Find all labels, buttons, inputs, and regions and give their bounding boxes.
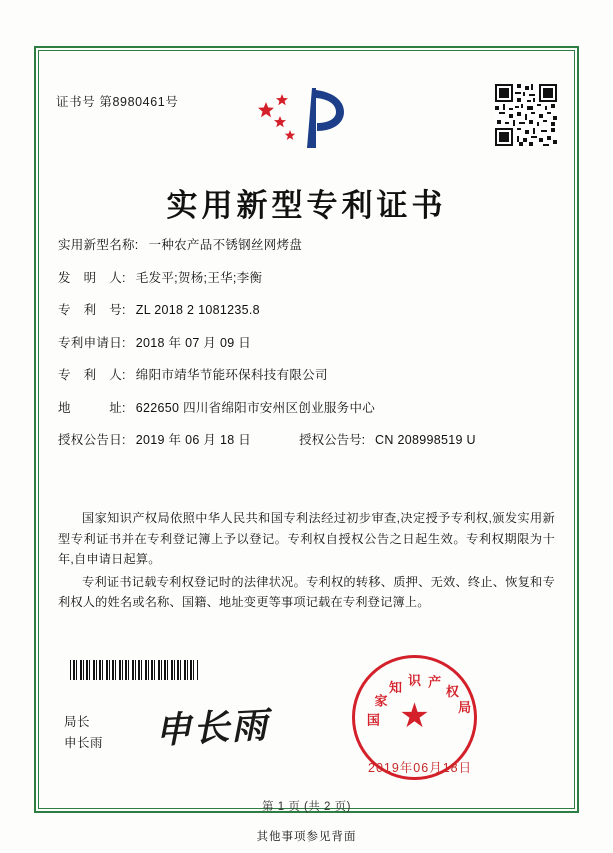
field-value: 2019 年 06 月 18 日: [135, 433, 252, 447]
qr-code-icon: [495, 84, 557, 146]
field-row-address: [58, 399, 558, 417]
footer-note: 其他事项参见背面: [256, 831, 357, 843]
field-label: 专利申请日:: [58, 335, 126, 350]
field-value: ZL 2018 2 1081235.8: [135, 303, 260, 317]
field-value: 2018 年 07 月 09 日: [135, 335, 252, 350]
page-count: 第 1 页 (共 2 页): [262, 801, 351, 813]
handwritten-signature: 申长雨: [154, 705, 271, 751]
field-value: 绵阳市靖华节能环保科技有限公司: [135, 368, 328, 382]
signature-labels: [64, 712, 103, 754]
legal-paragraph-2: 专利证书记载专利权登记时的法律状况。专利权的转移、质押、无效、终止、恢复和专利权人的姓名或名称、国籍、地址变更等事项记载在专利登记簿上。: [58, 574, 555, 609]
certificate-fields: [58, 236, 558, 464]
field-label: 地 址:: [58, 400, 126, 415]
field-value: 622650 四川省绵阳市安州区创业服务中心: [135, 400, 376, 415]
field-label: 专 利 号:: [58, 303, 126, 317]
field-label-secondary: 授权公告号:: [299, 433, 366, 447]
legal-paragraph-1: 国家知识产权局依照中华人民共和国专利法经过初步审查,决定授予专利权,颁发实用新型专利证书并在专利登记簿上予以登记。专利权自授权公告之日起生效。专利权期限为十年,自申请日起算。: [58, 511, 555, 566]
field-value: 一种农产品不锈钢丝网烤盘: [148, 238, 303, 252]
field-row-utility-model-name: [58, 236, 558, 254]
legal-text: [58, 508, 555, 615]
seal-ring-text: 国 家 知 识 产 权 局: [366, 672, 472, 727]
patent-office-logo-icon: [250, 82, 360, 154]
field-value-secondary: CN 208998519 U: [375, 433, 476, 447]
signature-title: 局长: [64, 715, 91, 729]
field-row-application-date: [58, 334, 558, 352]
field-value: 毛发平;贺杨;王华;李衡: [135, 270, 263, 285]
field-row-grant-announcement: [58, 431, 558, 449]
field-label: 实用新型名称:: [58, 238, 139, 252]
signature-name: 申长雨: [64, 736, 104, 750]
field-label: 专 利 人:: [58, 368, 126, 382]
barcode-icon: [70, 660, 198, 680]
field-label: 授权公告日:: [58, 433, 126, 447]
certificate-number: 证书号 第8980461号: [56, 95, 179, 109]
field-row-inventors: [58, 269, 558, 287]
field-label: 发 明 人:: [58, 270, 126, 285]
star-icon: ★: [399, 696, 430, 735]
seal-date: 2019年06月18日: [368, 761, 473, 775]
page-title: 实用新型专利证书: [166, 188, 447, 223]
field-row-patentee: [58, 366, 558, 384]
field-row-patent-number: [58, 301, 558, 319]
